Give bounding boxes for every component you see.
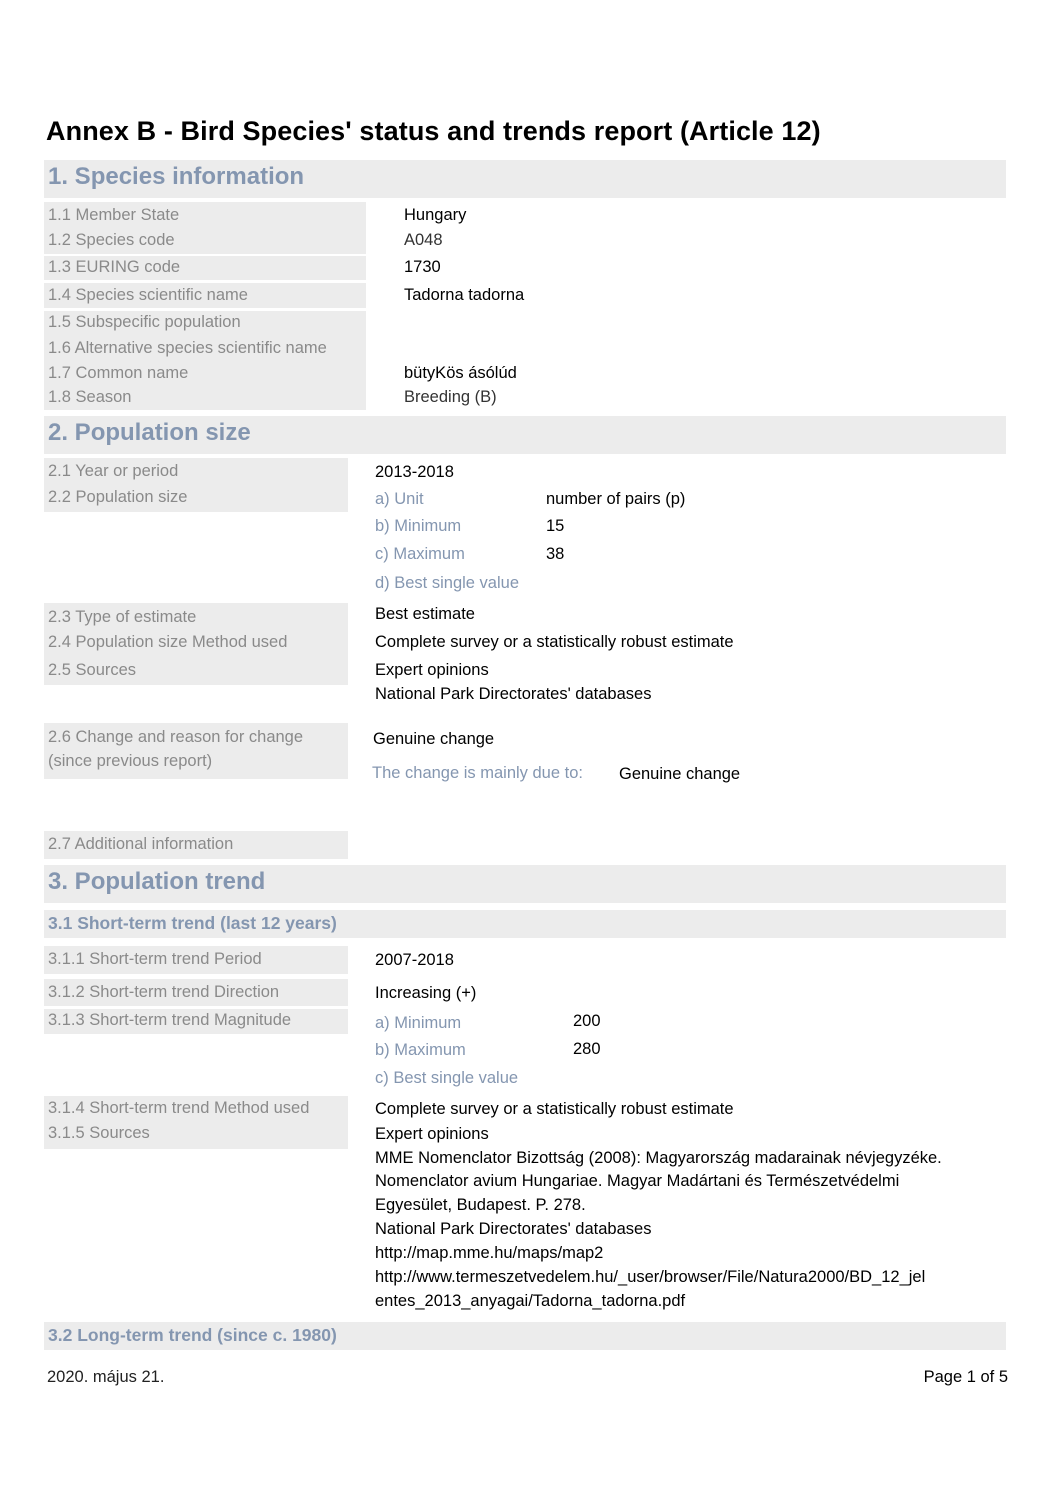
trend-period-label: 3.1.1 Short-term trend Period	[48, 950, 262, 968]
scientific-name-label: 1.4 Species scientific name	[48, 286, 248, 304]
unit-label: a) Unit	[375, 490, 424, 508]
common-name-label: 1.7 Common name	[48, 364, 189, 382]
trend-source-line: Nomenclator avium Hungariae. Magyar Madártani és Természetvédelmi	[375, 1172, 900, 1190]
additional-info-label: 2.7 Additional information	[48, 835, 234, 853]
change-due-label: The change is mainly due to:	[372, 764, 583, 782]
unit-value: number of pairs (p)	[546, 490, 686, 508]
member-state-label: 1.1 Member State	[48, 206, 180, 224]
type-of-estimate-label: 2.3 Type of estimate	[48, 608, 197, 626]
section-2-header	[44, 416, 1006, 454]
trend-source-line: Egyesület, Budapest. P. 278.	[375, 1196, 586, 1214]
trend-sources-label: 3.1.5 Sources	[48, 1124, 150, 1142]
year-period-label: 2.1 Year or period	[48, 462, 179, 480]
minimum-value: 15	[546, 517, 565, 535]
section-3-title: 3. Population trend	[48, 868, 266, 895]
trend-direction-label: 3.1.2 Short-term trend Direction	[48, 983, 280, 1001]
trend-best-value-label: c) Best single value	[375, 1069, 519, 1087]
section-1-header	[44, 160, 1006, 198]
footer-date: 2020. május 21.	[47, 1368, 165, 1386]
trend-source-line: http://map.mme.hu/maps/map2	[375, 1244, 604, 1262]
method-value: Complete survey or a statistically robust estimate	[375, 633, 734, 651]
trend-magnitude-label: 3.1.3 Short-term trend Magnitude	[48, 1011, 292, 1029]
document-title: Annex B - Bird Species' status and trends report (Article 12)	[46, 116, 821, 146]
minimum-label: b) Minimum	[375, 517, 462, 535]
short-term-trend-header	[44, 910, 1006, 938]
year-period-value: 2013-2018	[375, 463, 454, 481]
scientific-name-value: Tadorna tadorna	[404, 286, 525, 304]
alternative-name-label: 1.6 Alternative species scientific name	[48, 339, 327, 357]
season-value: Breeding (B)	[404, 388, 497, 406]
population-size-label: 2.2 Population size	[48, 488, 188, 506]
short-term-trend-title: 3.1 Short-term trend (last 12 years)	[48, 913, 337, 933]
euring-code-value: 1730	[404, 258, 441, 276]
source-item: National Park Directorates' databases	[375, 685, 652, 703]
trend-method-label: 3.1.4 Short-term trend Method used	[48, 1099, 310, 1117]
long-term-trend-header	[44, 1322, 1006, 1350]
species-code-value: A048	[404, 231, 443, 249]
subspecific-population-label: 1.5 Subspecific population	[48, 313, 241, 331]
trend-source-line: entes_2013_anyagai/Tadorna_tadorna.pdf	[375, 1292, 686, 1310]
species-code-label: 1.2 Species code	[48, 231, 175, 249]
trend-source-line: National Park Directorates' databases	[375, 1220, 652, 1238]
type-of-estimate-value: Best estimate	[375, 605, 475, 623]
change-due-value: Genuine change	[619, 765, 741, 783]
footer-page-number: Page 1 of 5	[923, 1368, 1008, 1386]
trend-method-value: Complete survey or a statistically robust estimate	[375, 1100, 734, 1118]
euring-code-label: 1.3 EURING code	[48, 258, 181, 276]
trend-direction-value: Increasing (+)	[375, 984, 477, 1002]
trend-maximum-value: 280	[573, 1040, 601, 1058]
section-2-title: 2. Population size	[48, 419, 251, 446]
trend-maximum-label: b) Maximum	[375, 1041, 466, 1059]
best-value-label: d) Best single value	[375, 574, 519, 592]
long-term-trend-title: 3.2 Long-term trend (since c. 1980)	[48, 1325, 337, 1345]
maximum-value: 38	[546, 545, 565, 563]
common-name-value: bütyKös ásólúd	[404, 364, 517, 382]
trend-minimum-value: 200	[573, 1012, 601, 1030]
change-label-continued: (since previous report)	[48, 752, 213, 770]
change-label: 2.6 Change and reason for change	[48, 728, 304, 746]
trend-period-value: 2007-2018	[375, 951, 454, 969]
method-label: 2.4 Population size Method used	[48, 633, 288, 651]
season-label: 1.8 Season	[48, 388, 132, 406]
trend-source-line: http://www.termeszetvedelem.hu/_user/browser/File/Natura2000/BD_12_jel	[375, 1268, 926, 1286]
source-item: Expert opinions	[375, 661, 489, 679]
trend-minimum-label: a) Minimum	[375, 1014, 462, 1032]
section-1-title: 1. Species information	[48, 163, 305, 190]
sources-label: 2.5 Sources	[48, 661, 137, 679]
change-value: Genuine change	[373, 730, 495, 748]
member-state-value: Hungary	[404, 206, 467, 224]
maximum-label: c) Maximum	[375, 545, 465, 563]
trend-source-line: Expert opinions	[375, 1125, 489, 1143]
section-3-header	[44, 865, 1006, 903]
trend-source-line: MME Nomenclator Bizottság (2008): Magyarország madarainak névjegyzéke.	[375, 1149, 942, 1167]
